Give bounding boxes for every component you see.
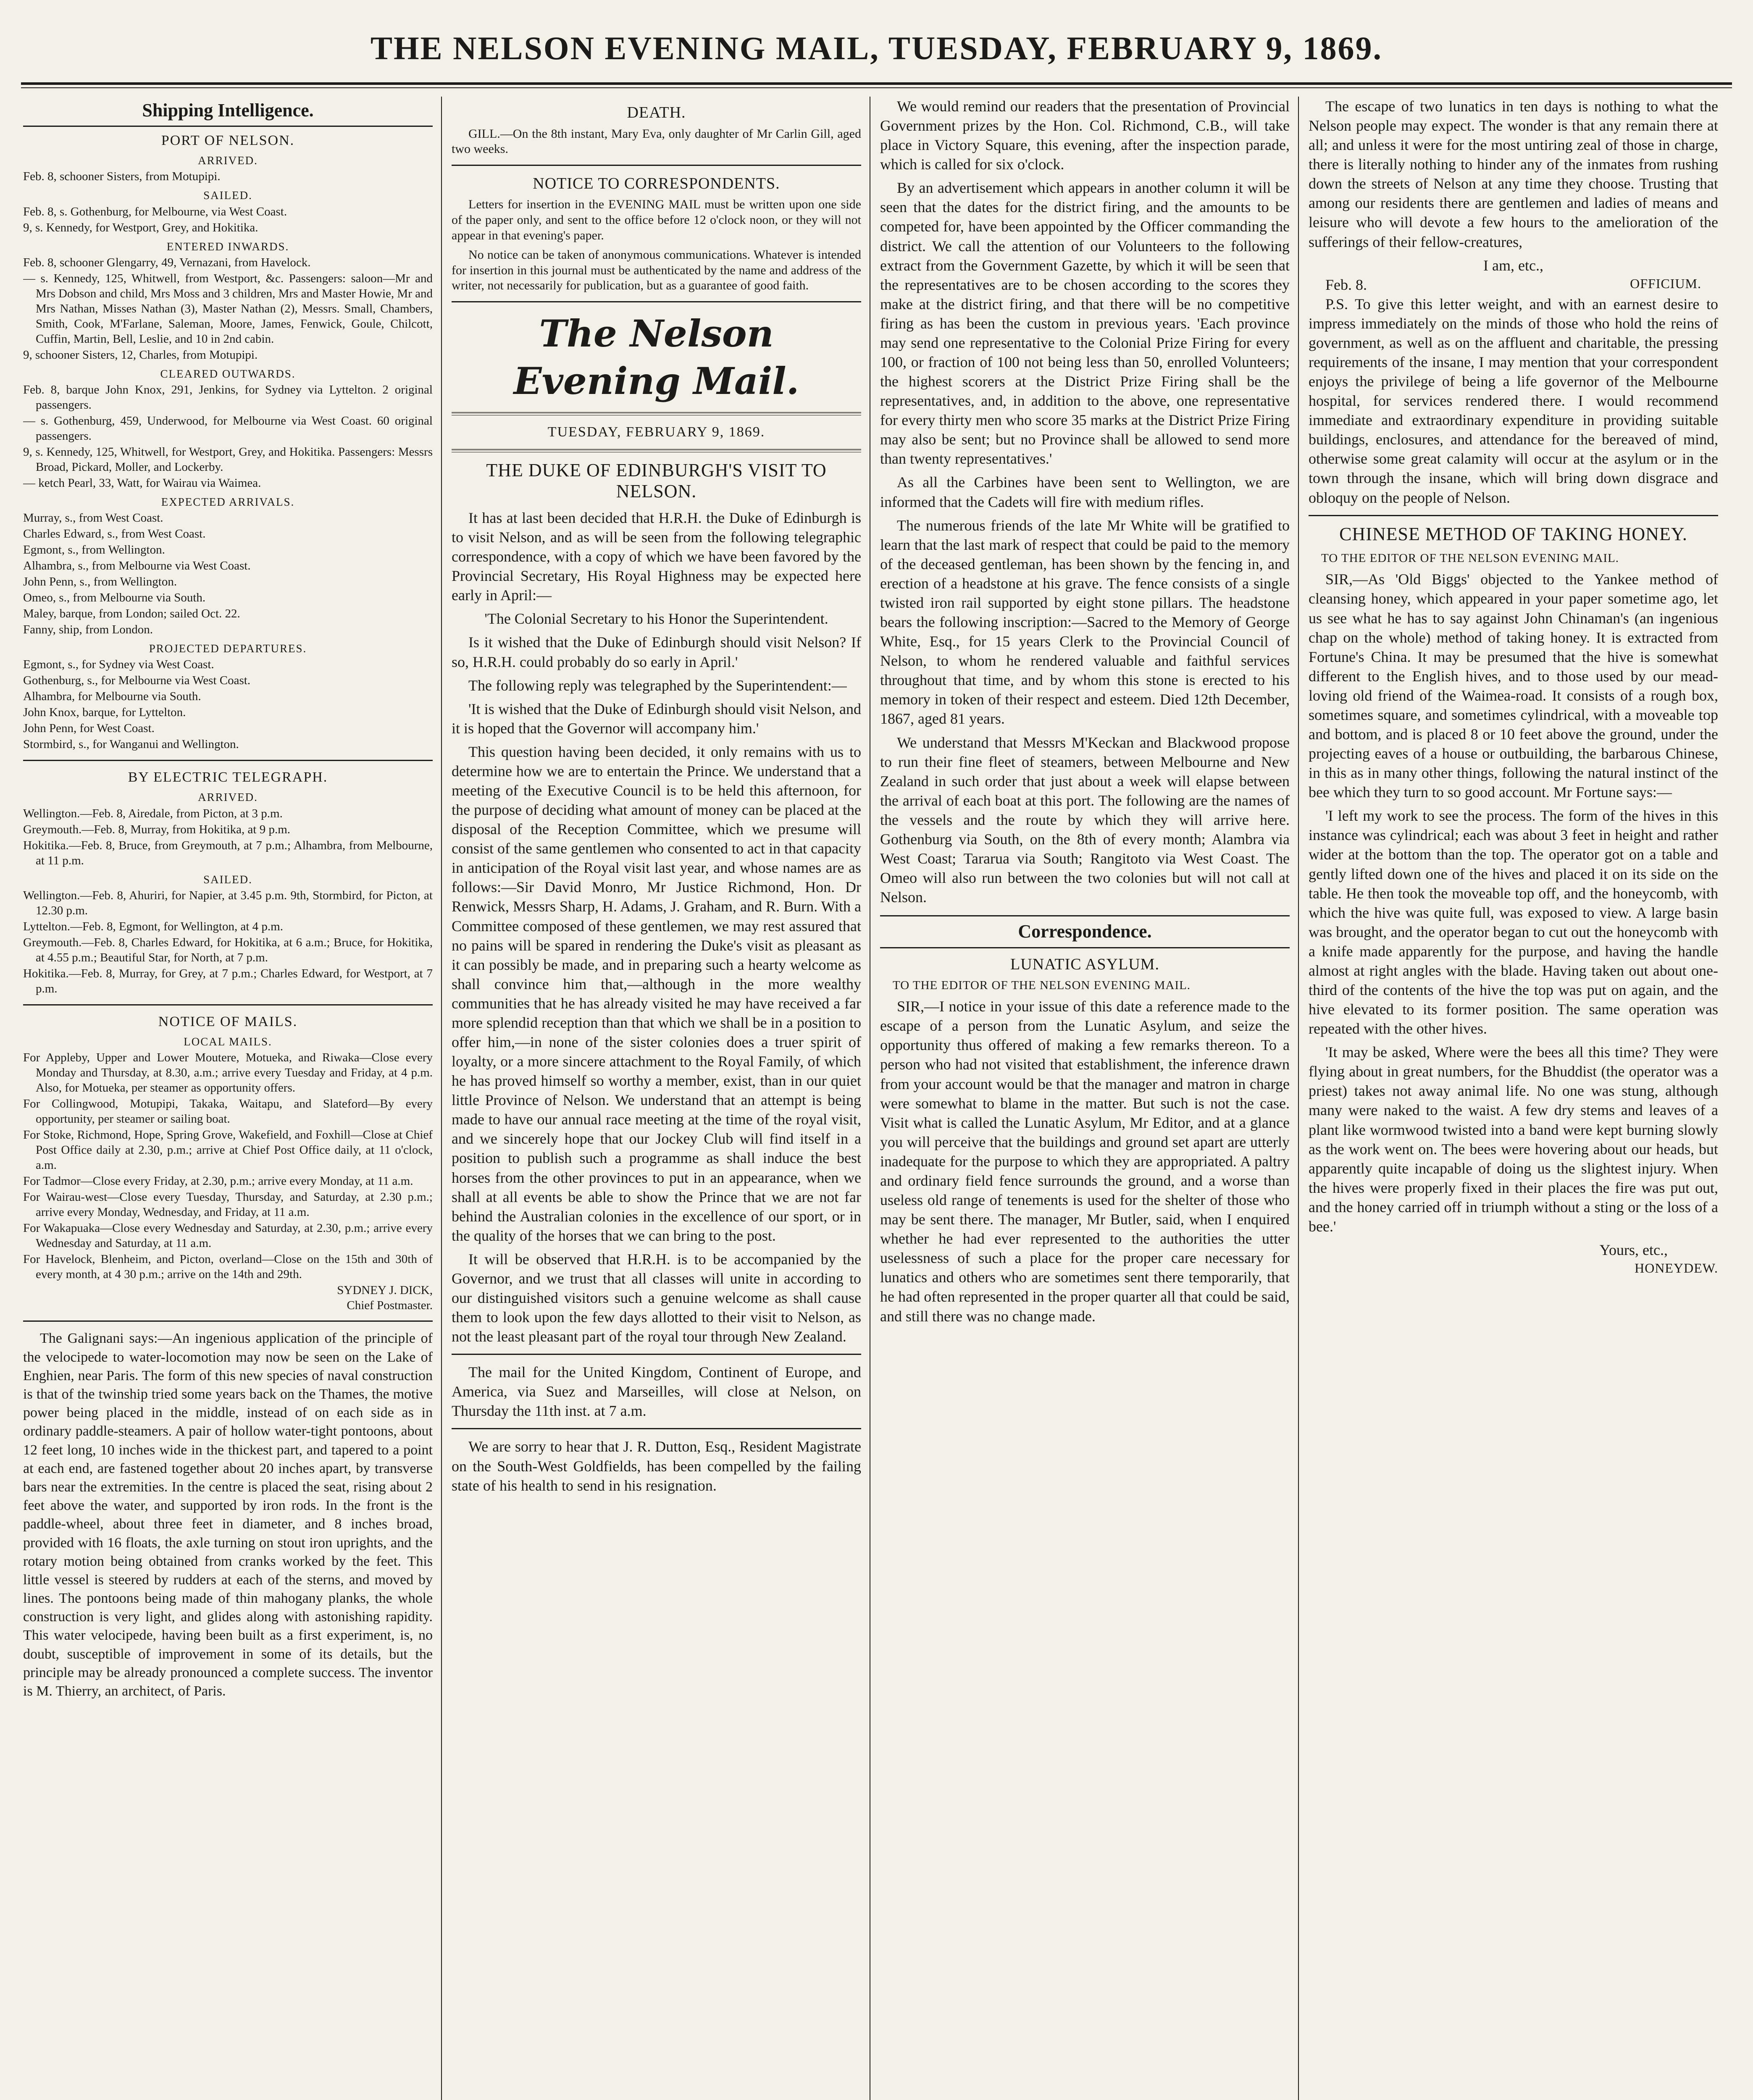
list-item: John Penn, s., from Wellington. (23, 575, 177, 589)
banner-rule (452, 412, 861, 415)
list-item: 9, schooner Sisters, 12, Charles, from Motupipi. (23, 348, 258, 362)
list-item: Maley, barque, from London; sailed Oct. 22. (23, 606, 240, 620)
list-item: Stormbird, s., for Wanganui and Wellington. (23, 738, 239, 751)
list-item: For Appleby, Upper and Lower Moutere, Motueka, and Riwaka—Close every Monday and Thursday, at 8.30, a.m.; arrive every Tuesday and Friday, at 4 p.m. Also, for Motueka, per steamer as opportunity offers. (23, 1051, 433, 1095)
list-item: For Stoke, Richmond, Hope, Spring Grove, Wakefield, and Foxhill—Close at Chief Post Office daily at 2.30, p.m.; arrive at Chief Post Office daily, at 11 o'clock, a.m. (23, 1128, 433, 1172)
column-editorial (452, 97, 861, 2100)
telegraph-heading: BY ELECTRIC TELEGRAPH. (128, 769, 328, 785)
section-rule (452, 1354, 861, 1355)
tel-sailed-label: SAILED. (203, 873, 252, 886)
letter-paragraph: 'I left my work to see the process. The form of the hives in this instance was cylindrical; each was about 3 feet in height and rather wider at the bottom than the top. The operator got on a table and gently lifted down one of the hives and placed it on its side on the table. He then took the moveable top off, and the honeycomb, with which the hive was quite full, was exposed to view. A large basin was brought, and the operator began to cut out the honeycomb with a knife made apparently for the purpose, and having the handle almost at right angles with the blade. Having taken out about one-third of the contents of the hive the top was put on again, and the hive elevated to its former position. The same operation was repeated with the other hives. (1309, 807, 1718, 1037)
list-item: Lyttelton.—Feb. 8, Egmont, for Wellington, at 4 p.m. (23, 919, 283, 933)
list-item: For Collingwood, Motupipi, Takaka, Waitapu, and Slateford—By every opportunity, per steamer or sailing boat. (23, 1097, 433, 1126)
notice-text: Letters for insertion in the EVENING MAIL must be written upon one side of the paper only, and sent to the office before 12 o'clock noon, or they will not appear in that evening's paper. (452, 197, 861, 242)
shipping-heading: Shipping Intelligence. (23, 97, 433, 127)
section-rule (1309, 515, 1718, 516)
letter-signature: OFFICIUM. (1630, 276, 1701, 291)
postmaster-title: Chief Postmaster. (347, 1298, 433, 1312)
list-item: John Penn, for West Coast. (23, 722, 155, 735)
column-rule (1298, 97, 1299, 2100)
article-paragraph: We would remind our readers that the presentation of Provincial Government prizes by the Hon. Col. Richmond, C.B., will take place in Victory Square, this evening, after the inspection parade, which is called for six o'clock. (880, 98, 1290, 173)
column-rule (441, 97, 442, 2100)
tel-arrived-label: ARRIVED. (198, 791, 258, 804)
section-rule (452, 1428, 861, 1429)
death-heading: DEATH. (627, 104, 686, 121)
letter-paragraph: 'It may be asked, Where were the bees all this time? They were flying about in great numbers, for the Bhuddist (the operator was a priest) takes not away animal life. No one was stung, although many were naked to the waist. A few dry stems and leaves of a plant like wormwood twisted into a band were kept burning slowly as the work went on. The bees were hovering about our heads, but apparently quite incapable of doing us the slightest injury. When the hives were properly fixed in their places the fire was put out, and the honey carried off in triumph without a sting or the loss of a bee.' (1309, 1044, 1718, 1235)
correspondence-heading: Correspondence. (880, 915, 1290, 948)
letter-signature: HONEYDEW. (1635, 1260, 1718, 1276)
letter-paragraph: The escape of two lunatics in ten days is nothing to what the Nelson people may expect. The wonder is that any remain there at all; and unless it were for the most untiring zeal of those in charge, there is literally nothing to hinder any of the inmates from rushing down the streets of Nelson at any time they choose. Trusting that among our residents there are gentlemen and ladies of means and leisure who will devote a few hours to the amelioration of the sufferings of their fellow-creatures, (1309, 98, 1718, 250)
section-rule (452, 165, 861, 166)
article-quote: 'The Colonial Secretary to his Honor the Superintendent. (484, 610, 828, 627)
notice-heading: NOTICE TO CORRESPONDENTS. (533, 174, 780, 192)
mails-heading: NOTICE OF MAILS. (158, 1013, 298, 1029)
masthead-rule-thin (21, 87, 1732, 88)
list-item: Greymouth.—Feb. 8, Murray, from Hokitika, at 9 p.m. (23, 822, 291, 836)
article-paragraph: The following reply was telegraphed by the Superintendent:— (468, 677, 847, 694)
list-item: Feb. 8, barque John Knox, 291, Jenkins, for Sydney via Lyttelton. 2 original passengers. (23, 383, 433, 412)
notice-text: No notice can be taken of anonymous communications. Whatever is intended for insertion in this journal must be authenticated by the name and address of the writer, not necessarily for publication, but as a guarantee of good faith. (452, 248, 861, 293)
article-paragraph: We understand that Messrs M'Keckan and Blackwood propose to run their fine fleet of steamers, between Melbourne and New Zealand in such order that just about a week will elapse between the arrival of each boat at this port. The following are the names of the vessels and the route by which they will arrive here. Gothenburg via South, on the 8th of every month; Alambra via West Coast; Tararua via South; Rangitoto via West Coast. The Omeo will also run between the two colonies but will not call at Nelson. (880, 734, 1290, 906)
issue-date: TUESDAY, FEBRUARY 9, 1869. (547, 424, 765, 440)
list-item: For Wairau-west—Close every Tuesday, Thursday, and Saturday, at 2.30 p.m.; arrive every Monday, Wednesday, and Friday, at 11 a.m. (23, 1190, 433, 1219)
postmaster-name: SYDNEY J. DICK, (337, 1283, 433, 1297)
letter-paragraph: SIR,—I notice in your issue of this date a reference made to the escape of a person from the Lunatic Asylum, and seize the opportunity thus offered of making a few remarks thereon. To a person who had not visited that establishment, the inference drawn from your account would be that the manager and matron in charge were somewhat to blame in the matter. But such is not the case. Visit what is called the Lunatic Asylum, Mr Editor, and at a glance you will perceive that the buildings and ground set apart are utterly inadequate for the purpose to which they are appropriated. A paltry and ordinary field fence surrounds the ground, and a worse than useless old range of tenements is used for the shelter of those who may be sent there. The manager, Mr Butler, said, when I enquired whether he had ever represented to the authorities the utter uselessness of such a place for the proper care necessary for lunatics and others who are sometimes sent there temporarily, that he had often represented in the proper quarter all that could be said, and still there was no change made. (880, 998, 1290, 1325)
article-paragraph: As all the Carbines have been sent to Wellington, we are informed that the Cadets will fire with medium rifles. (880, 474, 1290, 510)
dutton-notice: We are sorry to hear that J. R. Dutton, Esq., Resident Magistrate on the South-West Goldfields, has been compelled by the failing state of his health to send in his resignation. (452, 1438, 861, 1494)
list-item: 9, s. Kennedy, for Westport, Grey, and Hokitika. (23, 220, 258, 234)
list-item: Omeo, s., from Melbourne via South. (23, 591, 206, 605)
expected-label: EXPECTED ARRIVALS. (161, 495, 295, 508)
letter-closing: Yours, etc., (1599, 1242, 1668, 1258)
list-item: Feb. 8, schooner Sisters, from Motupipi. (23, 170, 221, 184)
mail-notice: The mail for the United Kingdom, Continent of Europe, and America, via Suez and Marseilles, will close at Nelson, on Thursday the 11th inst. at 7 a.m. (452, 1364, 861, 1420)
list-item: Greymouth.—Feb. 8, Charles Edward, for Hokitika, at 6 a.m.; Bruce, for Hokitika, at 4.55 p.m.; Beautiful Star, for North, at 7 p.m. (23, 935, 433, 964)
letter-signature-row (1309, 275, 1718, 294)
list-item: Wellington.—Feb. 8, Airedale, from Picton, at 3 p.m. (23, 806, 283, 820)
list-item: Egmont, s., for Sydney via West Coast. (23, 658, 214, 672)
column-letters (1309, 97, 1718, 2100)
entered-label: ENTERED INWARDS. (166, 240, 289, 253)
to-editor-line: TO THE EDITOR OF THE NELSON EVENING MAIL. (893, 979, 1191, 992)
list-item: Charles Edward, s., from West Coast. (23, 527, 206, 541)
letter-date: Feb. 8. (1325, 276, 1367, 293)
port-heading: PORT OF NELSON. (161, 132, 295, 148)
masthead: THE NELSON EVENING MAIL, TUESDAY, FEBRUARY 9, 1869. (370, 30, 1383, 66)
death-notice: GILL.—On the 8th instant, Mary Eva, only daughter of Mr Carlin Gill, aged two weeks. (452, 126, 861, 156)
letter-closing: I am, etc., (1483, 257, 1543, 274)
list-item: Murray, s., from West Coast. (23, 511, 163, 525)
list-item: For Tadmor—Close every Friday, at 2.30, p.m.; arrive every Monday, at 11 a.m. (23, 1174, 413, 1188)
article-paragraph: By an advertisement which appears in another column it will be seen that the dates for the district firing, and the amounts to be competed for, have been appointed by the Officer commanding the district. We call the attention of our Volunteers to the following extract from the Government Gazette, by which it will be seen that the representatives are to be chosen according to the scores they make at the district firing, and that there will be no competitive firing as has been the custom in previous years. 'Each province may send one representative to the Colonial Prize Firing for every 100, or fraction of 100 not being less than 50, enrolled Volunteers; the highest scorers at the District Prize Firing shall be the representatives, and, in addition to the above, one representative for every thirty men who score 35 marks at the District Prize Firing may also be sent; but no Province shall be allowed to send more than twenty representatives.' (880, 179, 1290, 467)
list-item: John Knox, barque, for Lyttelton. (23, 706, 186, 719)
letter-paragraph: SIR,—As 'Old Biggs' objected to the Yankee method of cleansing honey, which appeared in your paper sometime ago, let us see what he has to say against John Chinaman's (an ingenious chap on the whole) method of taking honey. It is extracted from Fortune's China. It may be presumed that the hive is somewhat different to the English hives, and to those used by our mead-loving old friend of the Waimea-road. It consists of a rough box, sometimes square, and sometimes cylindrical, with a moveable top and bottom, and is placed 8 or 10 feet above the ground, under the projecting eaves of a house or outbuilding, the barbarous Chinese, in this as in many other things, following the natural instinct of the bee which they turn to so good account. Mr Fortune says:— (1309, 571, 1718, 801)
list-item: Feb. 8, s. Gothenburg, for Melbourne, via West Coast. (23, 205, 287, 218)
lunatic-heading: LUNATIC ASYLUM. (1010, 955, 1159, 973)
list-item: For Havelock, Blenheim, and Picton, overland—Close on the 15th and 30th of every month, at 4 30 p.m.; arrive on the 14th and 29th. (23, 1252, 433, 1281)
list-item: — ketch Pearl, 33, Watt, for Wairau via Waimea. (23, 476, 261, 490)
galignani-article: The Galignani says:—An ingenious application of the principle of the velocipede to water-locomotion may now be seen on the Lake of Enghien, near Paris. The form of this new species of naval construction is that of the twinship tried some years back on the Thames, the motive power being placed in the middle, instead of on each side as in ordinary paddle-steamers. A pair of hollow water-tight pontoons, about 12 feet long, 10 inches wide in the thickest part, and tapered to a point at each end, are fastened together about 20 inches apart, by transverse bars near the extremities. In the centre is placed the seat, rising about 2 feet above the water, and supported by iron rods. In the front is the paddle-wheel, about three feet in diameter, and 8 inches broad, provided with 16 floats, the axle turning on stout iron uprights, and the rotary motion being obtained from cranks worked by the feet. This little vessel is steered by rudders at each of the sterns, and moved by lines. The pontoons being made of thin mahogany planks, the whole construction is very light, and glides along with astonishing rapidity. This water velocipede, having been built as a first experiment, is, no doubt, susceptible of improvement in some of its details, but the principle may be already pronounced a complete success. The inventor is M. Thierry, an architect, of Paris. (23, 1331, 433, 1699)
article-paragraph: This question having been decided, it only remains with us to determine how we are to entertain the Prince. We understand that a meeting of the Executive Council is to be held this afternoon, for the purpose of deciding what amount of money can be placed at the disposal of the Reception Committee, which we presume will consist of the same gentlemen who consented to act in that capacity in anticipation of the Royal visit last year, and whose names are as follows:—Sir David Monro, Mr Justice Richmond, Hon. Dr Renwick, Messrs Sharp, H. Adams, J. Graham, and R. Burn. With a Committee composed of these gentlemen, we may rest assured that no pains will be spared in rendering the Duke's visit as pleasant as it can possibly be made, and in preparing such a hearty welcome as shall convince him that,—although in the more wealthy communities that he has already visited he may have received a far more splendid reception than that which we shall be in a position to offer him,—in none of the sister colonies does a truer spirit of loyalty, or a more sincere attachment to the Royal Family, of which he has proved himself so worthy a member, exist, than in our quiet little Province of Nelson. We understand that an attempt is being made to have our annual race meeting at the time of the royal visit, and we sincerely hope that our Jockey Club will find itself in a position to publish such a programme as shall induce the best horses from the other provinces to put in an appearance, when we shall at all events be able to show the Prince that we are not far behind the Australian colonies in the excellence of our sport, or in the quality of the horses that we can bring to the post. (452, 743, 861, 1244)
article-paragraph: The numerous friends of the late Mr White will be gratified to learn that the last mark of respect that could be paid to the memory of the deceased gentleman, has been shown by the fencing in, and erection of a headstone at his grave. The fence consists of a single twisted iron rail supported by eight stone pillars. The headstone bears the following inscription:—Sacred to the Memory of George White, Esq., for 15 years Clerk to the Provincial Council of Nelson, to whom he rendered valuable and faithful services throughout that time, and by whom this stone is erected to his memory in token of their respect and esteem. Died 12th December, 1867, aged 81 years. (880, 517, 1290, 727)
list-item: Wellington.—Feb. 8, Ahuriri, for Napier, at 3.45 p.m. 9th, Stormbird, for Picton, at 12.30 p.m. (23, 888, 433, 917)
cleared-label: CLEARED OUTWARDS. (160, 367, 296, 380)
banner-rule (452, 449, 861, 452)
list-item: — s. Gothenburg, 459, Underwood, for Melbourne via West Coast. 60 original passengers. (23, 414, 433, 443)
local-mails-label: LOCAL MAILS. (184, 1035, 272, 1048)
column-shipping (23, 97, 433, 2100)
list-item: Alhambra, s., from Melbourne via West Coast. (23, 559, 251, 573)
list-item: Egmont, s., from Wellington. (23, 543, 165, 557)
article-quote: Is it wished that the Duke of Edinburgh should visit Nelson? If so, H.R.H. could probably do so early in April.' (452, 634, 861, 670)
article-paragraph: It has at last been decided that H.R.H. the Duke of Edinburgh is to visit Nelson, and as will be seen from the following telegraphic correspondence, with a copy of which we have been favored by the Provincial Secretary, His Royal Highness may be expected here early in April:— (452, 509, 861, 604)
article-paragraph: It will be observed that H.R.H. is to be accompanied by the Governor, and we trust that all classes will unite in according to our distinguished visitors such a genuine welcome as shall cause them to look upon the few days allotted to their visit to Nelson, as not the least pleasant part of the royal tour through New Zealand. (452, 1250, 861, 1345)
list-item: 9, s. Kennedy, 125, Whitwell, for Westport, Grey, and Hokitika. Passengers: Messrs Broad, Pickard, Moller, and Lockerby. (23, 445, 433, 474)
paper-banner: The Nelson Evening Mail. (513, 312, 799, 403)
list-item: Feb. 8, schooner Glengarry, 49, Vernazani, from Havelock. (23, 255, 311, 269)
article-quote: 'It is wished that the Duke of Edinburgh should visit Nelson, and it is hoped that the Governor will accompany him.' (452, 700, 861, 737)
list-item: Gothenburg, s., for Melbourne via West Coast. (23, 674, 251, 688)
honey-article-title: CHINESE METHOD OF TAKING HONEY. (1339, 523, 1687, 544)
list-item: Alhambra, for Melbourne via South. (23, 690, 201, 704)
section-rule (452, 301, 861, 302)
list-item: For Wakapuaka—Close every Wednesday and Saturday, at 2.30, p.m.; arrive every Wednesday and Saturday, at 11 a.m. (23, 1221, 433, 1250)
section-rule (23, 1320, 433, 1322)
arrived-label: ARRIVED. (198, 154, 258, 167)
to-editor-line: TO THE EDITOR OF THE NELSON EVENING MAIL. (1321, 551, 1619, 565)
sailed-label: SAILED. (203, 189, 252, 202)
duke-article-title: THE DUKE OF EDINBURGH'S VISIT TO NELSON. (486, 459, 827, 502)
postscript: P.S. To give this letter weight, and with an earnest desire to impress immediately on the minds of those who hold the reins of government, as well as on the affluent and charitable, the pressing requirements of the insane, I may mention that your correspondent enjoys the privilege of being a life governor of the Melbourne hospital, for services rendered there. I would recommend immediate and extraordinary expenditure in providing suitable buildings, enclosures, and attendance for the bereaved of mind, otherwise some great calamity will occur at the asylum or in the town through the insane, which will bring down disgrace and obloquy on the people of Nelson. (1309, 295, 1718, 506)
section-rule (23, 1004, 433, 1005)
list-item: Hokitika.—Feb. 8, Murray, for Grey, at 7 p.m.; Charles Edward, for Westport, at 7 p.m. (23, 966, 433, 995)
list-item: — s. Kennedy, 125, Whitwell, from Westport, &c. Passengers: saloon—Mr and Mrs Dobson and child, Mrs Moss and 3 children, Mrs and Master Howie, Mr and Mrs Nathan, Misses Nathan (3), Master Nathan (2), Messrs. Small, Chambers, Smith, Cook, M'Farlane, Saleman, Moore, James, Fenwick, Goule, Chilcott, Cuffin, Martin, Bell, Leslie, and 10 in 2nd cabin. (23, 271, 433, 346)
list-item: Fanny, ship, from London. (23, 622, 153, 636)
column-local-news (880, 97, 1290, 2100)
section-rule (23, 760, 433, 761)
list-item: Hokitika.—Feb. 8, Bruce, from Greymouth, at 7 p.m.; Alhambra, from Melbourne, at 11 p.m. (23, 838, 433, 867)
projected-label: PROJECTED DEPARTURES. (149, 642, 307, 655)
masthead-rule (21, 82, 1732, 85)
